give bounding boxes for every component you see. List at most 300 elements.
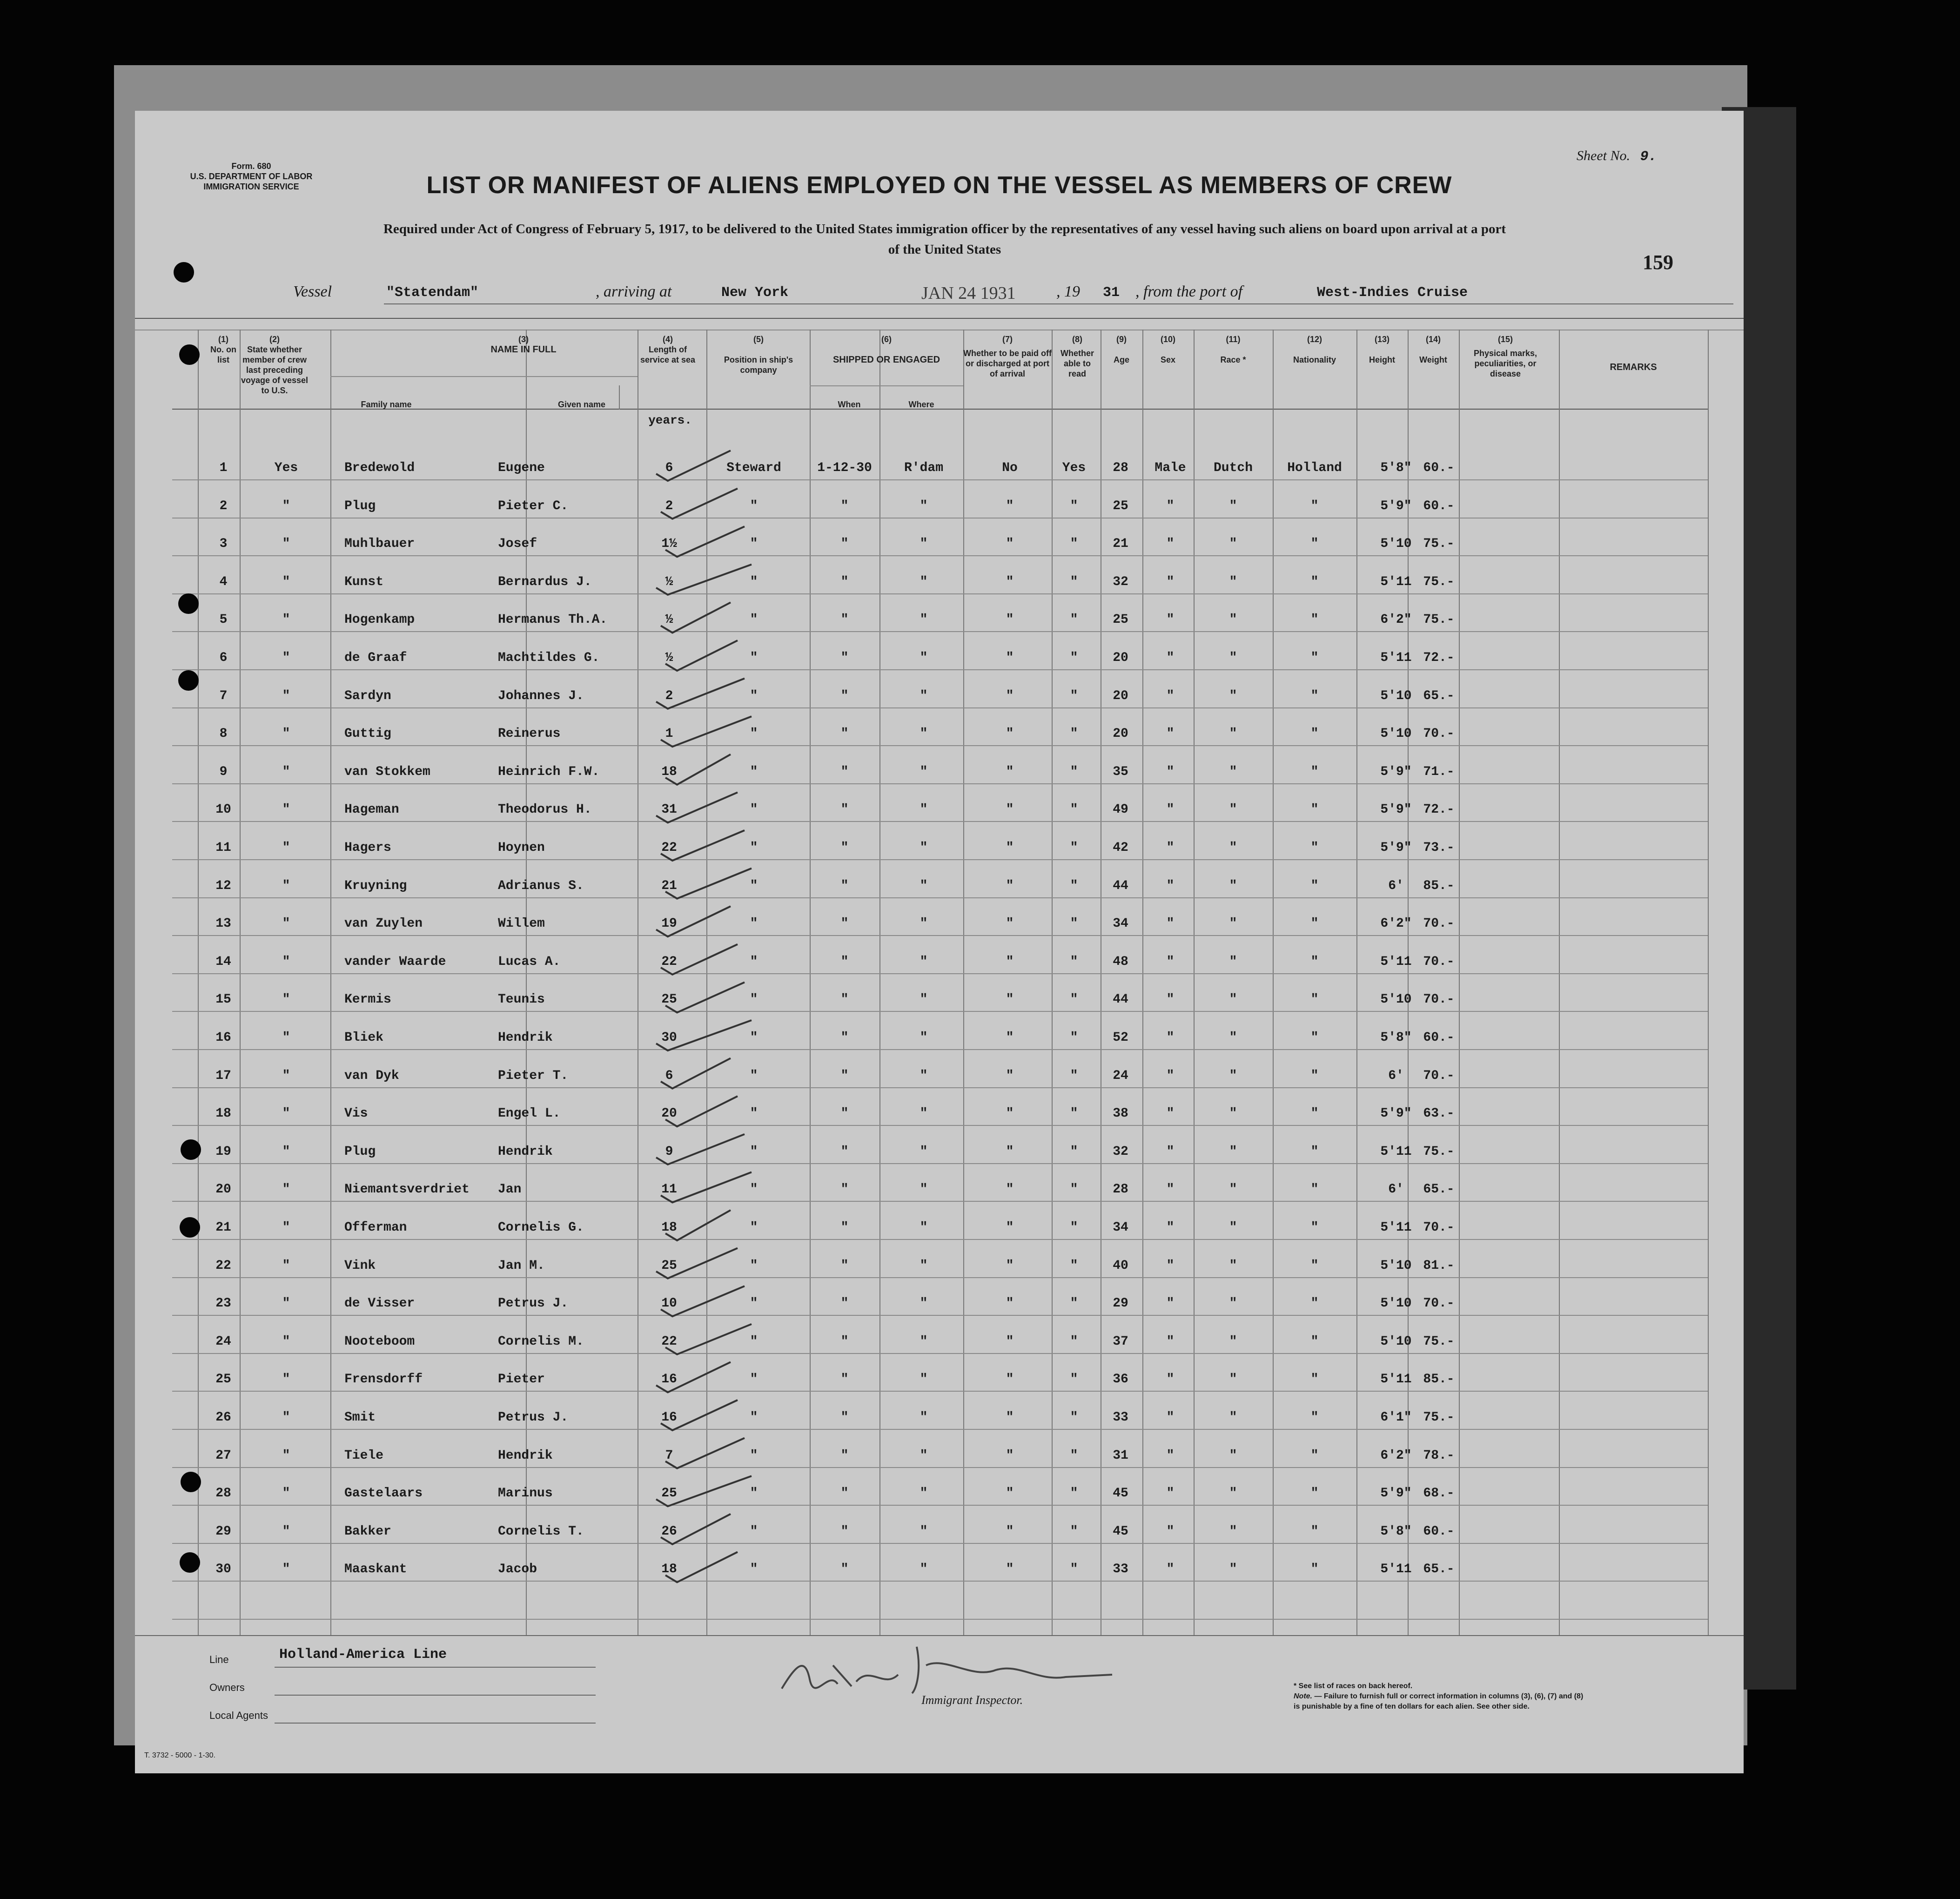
paid-off: " (1006, 1182, 1014, 1197)
race: " (1229, 764, 1237, 779)
able-to-read: " (1070, 1030, 1078, 1045)
check-mark (665, 1210, 731, 1240)
position: " (750, 916, 758, 931)
position: " (750, 1220, 758, 1235)
service-length: ½ (665, 613, 673, 627)
shipped-where: " (920, 1448, 928, 1463)
weight: 73.- (1423, 841, 1455, 855)
service-length: 9 (665, 1144, 673, 1159)
height: 5'11 (1380, 574, 1412, 589)
col11-header: (11) Race * (1220, 335, 1246, 364)
height: 5'11 (1380, 1220, 1412, 1235)
weight: 75.- (1423, 613, 1455, 627)
race: " (1229, 1410, 1237, 1425)
sheet-number: 9. (1640, 149, 1657, 165)
row-number: 30 (215, 1562, 231, 1577)
age: 45 (1113, 1486, 1128, 1501)
weight: 75.- (1423, 574, 1455, 589)
check-mark (656, 1476, 752, 1506)
shipped-when: " (840, 1372, 849, 1387)
column-rule (1194, 330, 1195, 1635)
sex: " (1166, 1182, 1175, 1197)
check-mark (656, 565, 752, 595)
check-mark (661, 944, 738, 975)
row-number: 8 (219, 727, 228, 741)
shipped-when: " (840, 1106, 849, 1121)
age: 38 (1113, 1106, 1128, 1121)
age: 25 (1113, 613, 1128, 627)
race: " (1229, 1334, 1237, 1349)
age: 32 (1113, 1144, 1128, 1159)
shipped-when: " (840, 727, 849, 741)
check-mark (665, 1438, 745, 1468)
previous-voyage: " (282, 1372, 290, 1387)
col1-header: (1) No. on list (210, 335, 236, 364)
check-mark (661, 830, 745, 861)
age: 20 (1113, 651, 1128, 665)
col13-header: (13) Height (1369, 335, 1395, 364)
previous-voyage: " (282, 1106, 290, 1121)
sex: " (1166, 1334, 1175, 1349)
paid-off: " (1006, 688, 1014, 703)
shipped-when: " (840, 1524, 849, 1539)
given-name: Pieter C. (498, 498, 569, 513)
height: 5'9" (1380, 1106, 1412, 1121)
weight: 60.- (1423, 1524, 1455, 1539)
sex: " (1166, 688, 1175, 703)
given-name: Machtildes G. (498, 651, 600, 665)
punch-hole (181, 1139, 201, 1160)
position: " (750, 1486, 758, 1501)
previous-voyage: " (282, 1258, 290, 1273)
age: 34 (1113, 916, 1128, 931)
paid-off: " (1006, 613, 1014, 627)
given-name: Pieter (498, 1372, 545, 1387)
paid-off: " (1006, 1106, 1014, 1121)
given-name: Willem (498, 916, 545, 931)
paid-off: " (1006, 651, 1014, 665)
name-subrule (330, 376, 638, 377)
able-to-read: Yes (1062, 461, 1086, 475)
nationality: " (1310, 802, 1319, 817)
column-rule (1356, 330, 1357, 1635)
position: " (750, 878, 758, 893)
row-number: 15 (215, 992, 231, 1007)
column-rule (198, 330, 199, 1635)
able-to-read: " (1070, 1106, 1078, 1121)
row-number: 17 (215, 1068, 231, 1083)
shipped-when: " (840, 1068, 849, 1083)
given-name: Marinus (498, 1486, 553, 1501)
race: " (1229, 1144, 1237, 1159)
service-length: 26 (661, 1524, 677, 1539)
shipped-where: " (920, 1486, 928, 1501)
col8-header: (8) Whether able to read (1061, 335, 1094, 378)
check-mark (661, 1514, 731, 1544)
weight: 65.- (1423, 1182, 1455, 1197)
family-name: van Stokkem (344, 764, 430, 779)
race: " (1229, 878, 1237, 893)
given-name: Reinerus (498, 727, 561, 741)
age: 32 (1113, 574, 1128, 589)
sex: " (1166, 1562, 1175, 1577)
paid-off: " (1006, 1334, 1014, 1349)
year-prefix: , 19 (1056, 283, 1080, 300)
family-name: Frensdorff (344, 1372, 423, 1387)
family-name: Vis (344, 1106, 368, 1121)
previous-voyage: " (282, 1030, 290, 1045)
shipped-where: " (920, 764, 928, 779)
shipped-where: " (920, 651, 928, 665)
paid-off: " (1006, 916, 1014, 931)
age: 21 (1113, 537, 1128, 552)
nationality: " (1310, 1220, 1319, 1235)
shipped-where: " (920, 1372, 928, 1387)
sex: " (1166, 841, 1175, 855)
race: " (1229, 1296, 1237, 1311)
sex: " (1166, 1448, 1175, 1463)
family-name: van Dyk (344, 1068, 399, 1083)
sex: " (1166, 1144, 1175, 1159)
immigrant-inspector-label: Immigrant Inspector. (921, 1693, 1023, 1707)
service-length: 30 (661, 1030, 677, 1045)
race: " (1229, 688, 1237, 703)
shipped-where-header: Where (908, 400, 934, 409)
shipped-where: " (920, 1182, 928, 1197)
family-name: Maaskant (344, 1562, 407, 1577)
col3-header: (3) NAME IN FULL (490, 335, 557, 355)
service-length: 22 (661, 954, 677, 969)
height: 5'10 (1380, 992, 1412, 1007)
nationality: " (1310, 498, 1319, 513)
given-name: Heinrich F.W. (498, 764, 600, 779)
paid-off: " (1006, 1220, 1014, 1235)
given-name: Hendrik (498, 1448, 553, 1463)
weight: 60.- (1423, 498, 1455, 513)
form-number: Form. 680 (231, 162, 271, 171)
given-name: Eugene (498, 461, 545, 475)
paid-off: " (1006, 764, 1014, 779)
previous-voyage: " (282, 1410, 290, 1425)
arriving-label: , arriving at (596, 283, 672, 300)
nationality: " (1310, 1372, 1319, 1387)
check-mark (656, 792, 738, 822)
row-number: 19 (215, 1144, 231, 1159)
shipped-where: " (920, 1524, 928, 1539)
check-mark (665, 1324, 752, 1354)
height: 6'2" (1380, 613, 1412, 627)
given-name: Teunis (498, 992, 545, 1007)
race: " (1229, 1562, 1237, 1577)
age: 25 (1113, 498, 1128, 513)
shipped-when: " (840, 954, 849, 969)
able-to-read: " (1070, 992, 1078, 1007)
weight: 85.- (1423, 878, 1455, 893)
row-number: 23 (215, 1296, 231, 1311)
height: 5'9" (1380, 802, 1412, 817)
row-number: 20 (215, 1182, 231, 1197)
check-mark (656, 1362, 731, 1392)
age: 29 (1113, 1296, 1128, 1311)
position: " (750, 651, 758, 665)
previous-voyage: " (282, 537, 290, 552)
punch-hole (180, 1217, 200, 1238)
check-mark (665, 640, 738, 671)
row-number: 13 (215, 916, 231, 931)
shipped-when: " (840, 688, 849, 703)
height: 6'1" (1380, 1410, 1412, 1425)
age: 33 (1113, 1562, 1128, 1577)
given-name: Pieter T. (498, 1068, 569, 1083)
nationality: " (1310, 1524, 1319, 1539)
age: 28 (1113, 461, 1128, 475)
shipped-where: " (920, 1562, 928, 1577)
nationality: " (1310, 1410, 1319, 1425)
race: " (1229, 574, 1237, 589)
height: 5'11 (1380, 1372, 1412, 1387)
shipped-where: " (920, 1258, 928, 1273)
previous-voyage: " (282, 841, 290, 855)
paid-off: " (1006, 992, 1014, 1007)
nationality: " (1310, 1106, 1319, 1121)
col4-header: (4) Length of service at sea (640, 335, 696, 364)
height: 6' (1388, 1182, 1404, 1197)
sex: " (1166, 574, 1175, 589)
shipped-where: " (920, 1068, 928, 1083)
able-to-read: " (1070, 498, 1078, 513)
check-mark (661, 602, 731, 633)
nationality: " (1310, 1296, 1319, 1311)
family-name: Hageman (344, 802, 399, 817)
given-name: Jacob (498, 1562, 537, 1577)
previous-voyage: " (282, 1524, 290, 1539)
family-name: Plug (344, 1144, 376, 1159)
nationality: " (1310, 764, 1319, 779)
family-name: Kruyning (344, 878, 407, 893)
race: " (1229, 613, 1237, 627)
race: " (1229, 1258, 1237, 1273)
weight: 70.- (1423, 1220, 1455, 1235)
given-name: Lucas A. (498, 954, 561, 969)
position: " (750, 1410, 758, 1425)
col15-header: (15) Physical marks, peculiarities, or disease (1473, 335, 1537, 378)
age: 20 (1113, 727, 1128, 741)
page-title: LIST OR MANIFEST OF ALIENS EMPLOYED ON THE VESSEL AS MEMBERS OF CREW (426, 172, 1452, 199)
able-to-read: " (1070, 1144, 1078, 1159)
race: " (1229, 1448, 1237, 1463)
paid-off: " (1006, 1372, 1014, 1387)
agents-underline (275, 1723, 596, 1724)
age: 31 (1113, 1448, 1128, 1463)
date-stamp: JAN 24 1931 (921, 283, 1016, 303)
shipped-where: " (920, 537, 928, 552)
position: Steward (726, 461, 781, 475)
age: 44 (1113, 878, 1128, 893)
paid-off: " (1006, 1448, 1014, 1463)
local-agents-label: Local Agents (209, 1710, 268, 1721)
weight: 72.- (1423, 651, 1455, 665)
nationality: " (1310, 1030, 1319, 1045)
sex: " (1166, 1296, 1175, 1311)
service-length: 18 (661, 1220, 677, 1235)
position: " (750, 764, 758, 779)
service-length: 20 (661, 1106, 677, 1121)
nationality: " (1310, 1182, 1319, 1197)
row-number: 14 (215, 954, 231, 969)
previous-voyage: Yes (274, 461, 298, 475)
row-number: 7 (219, 688, 228, 703)
shipped-where: " (920, 1144, 928, 1159)
punch-hole (180, 1552, 200, 1573)
check-mark (661, 1058, 731, 1089)
shipped-when: " (840, 1410, 849, 1425)
previous-voyage: " (282, 1334, 290, 1349)
sex: " (1166, 727, 1175, 741)
col10-header: (10) Sex (1160, 335, 1176, 364)
age: 20 (1113, 688, 1128, 703)
position: " (750, 1144, 758, 1159)
height: 5'11 (1380, 1144, 1412, 1159)
shipped-when: " (840, 1296, 849, 1311)
row-number: 3 (219, 537, 228, 552)
age: 33 (1113, 1410, 1128, 1425)
row-number: 16 (215, 1030, 231, 1045)
height: 5'9" (1380, 1486, 1412, 1501)
family-name: vander Waarde (344, 954, 446, 969)
weight: 81.- (1423, 1258, 1455, 1273)
height: 5'11 (1380, 954, 1412, 969)
shipped-when: 1-12-30 (817, 461, 872, 475)
check-mark (656, 906, 731, 936)
nationality: " (1310, 954, 1319, 969)
previous-voyage: " (282, 574, 290, 589)
nationality: " (1310, 574, 1319, 589)
previous-voyage: " (282, 1220, 290, 1235)
line-label: Line (209, 1654, 229, 1665)
given-name: Engel L. (498, 1106, 561, 1121)
able-to-read: " (1070, 1410, 1078, 1425)
shipped-where: " (920, 916, 928, 931)
subtitle-line-2: of the United States (888, 242, 1001, 257)
paid-off: " (1006, 1410, 1014, 1425)
able-to-read: " (1070, 613, 1078, 627)
paid-off: " (1006, 1562, 1014, 1577)
race: " (1229, 1182, 1237, 1197)
line-underline (275, 1667, 596, 1668)
race: " (1229, 1030, 1237, 1045)
check-mark (656, 1020, 752, 1051)
given-name: Adrianus S. (498, 878, 584, 893)
shipped-where: R'dam (904, 461, 944, 475)
vessel-label: Vessel (293, 283, 332, 300)
sheet-number-field (1577, 148, 1657, 165)
paid-off: " (1006, 954, 1014, 969)
service-length: 22 (661, 1334, 677, 1349)
sex: " (1166, 878, 1175, 893)
punch-hole (178, 670, 199, 691)
paid-off: " (1006, 1524, 1014, 1539)
position: " (750, 1524, 758, 1539)
able-to-read: " (1070, 1182, 1078, 1197)
family-name: Vink (344, 1258, 376, 1273)
check-mark (661, 1172, 752, 1202)
sex: " (1166, 613, 1175, 627)
service-length: 10 (661, 1296, 677, 1311)
previous-voyage: " (282, 1562, 290, 1577)
row-number: 21 (215, 1220, 231, 1235)
service-length: 18 (661, 1562, 677, 1577)
height: 5'8" (1380, 1524, 1412, 1539)
able-to-read: " (1070, 1486, 1078, 1501)
sex: " (1166, 1410, 1175, 1425)
nationality: " (1310, 613, 1319, 627)
shipped-when: " (840, 1144, 849, 1159)
shipped-where: " (920, 1334, 928, 1349)
position: " (750, 954, 758, 969)
nationality: " (1310, 1258, 1319, 1273)
manifest-page (135, 111, 1744, 1773)
row-number: 1 (219, 461, 228, 475)
age: 37 (1113, 1334, 1128, 1349)
weight: 71.- (1423, 764, 1455, 779)
weight: 70.- (1423, 1296, 1455, 1311)
row-number: 10 (215, 802, 231, 817)
row-number: 6 (219, 651, 228, 665)
able-to-read: " (1070, 1296, 1078, 1311)
given-name: Petrus J. (498, 1296, 569, 1311)
able-to-read: " (1070, 727, 1078, 741)
race: " (1229, 1106, 1237, 1121)
position: " (750, 1030, 758, 1045)
weight: 85.- (1423, 1372, 1455, 1387)
age: 24 (1113, 1068, 1128, 1083)
race: " (1229, 1524, 1237, 1539)
arrival-port: New York (721, 285, 789, 301)
shipped-when: " (840, 613, 849, 627)
age: 28 (1113, 1182, 1128, 1197)
row-number: 4 (219, 574, 228, 589)
column-rule (1273, 330, 1274, 1635)
position: " (750, 1106, 758, 1121)
shipped-when: " (840, 992, 849, 1007)
race: " (1229, 802, 1237, 817)
footer-rule (135, 1635, 1744, 1636)
race: " (1229, 537, 1237, 552)
weight: 63.- (1423, 1106, 1455, 1121)
height: 5'10 (1380, 1258, 1412, 1273)
from-port-label: , from the port of (1135, 283, 1243, 300)
penalty-note (1294, 1692, 1583, 1701)
given-name: Jan M. (498, 1258, 545, 1273)
family-name: Bakker (344, 1524, 391, 1539)
shipped-when: " (840, 574, 849, 589)
note-label: Note. (1294, 1692, 1312, 1700)
row-number: 18 (215, 1106, 231, 1121)
service-length: ½ (665, 651, 673, 665)
paid-off: " (1006, 1258, 1014, 1273)
age: 44 (1113, 992, 1128, 1007)
service-length: 16 (661, 1372, 677, 1387)
column-rule (1142, 330, 1143, 1635)
race: " (1229, 1068, 1237, 1083)
previous-voyage: " (282, 1144, 290, 1159)
height: 5'11 (1380, 1562, 1412, 1577)
sex: " (1166, 1486, 1175, 1501)
previous-voyage: " (282, 954, 290, 969)
family-name: Guttig (344, 727, 391, 741)
race: " (1229, 1486, 1237, 1501)
paid-off: " (1006, 841, 1014, 855)
